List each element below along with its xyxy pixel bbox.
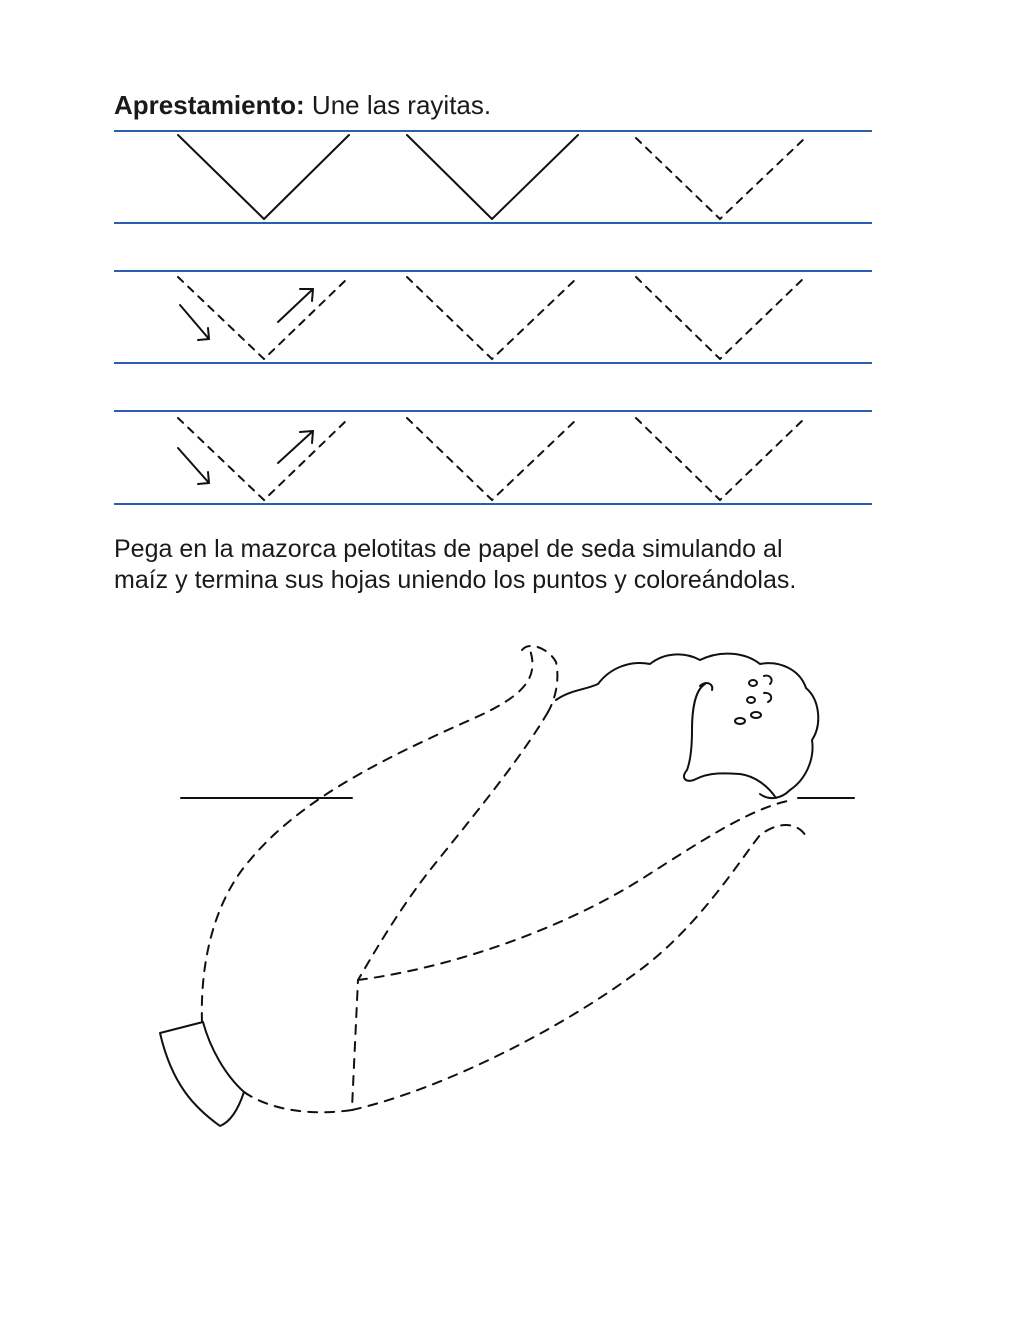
v-shape-dashed[interactable] [636,138,805,219]
v-shape-dashed[interactable] [636,277,805,359]
v-shape-dashed[interactable] [636,418,805,500]
tracing-row-3 [178,418,805,500]
title-label: Aprestamiento: [114,90,305,120]
tracing-row-1 [178,135,805,219]
husk-inner-outline[interactable] [352,712,548,1108]
nose-icon [735,718,745,724]
arrow-down-right-icon [180,305,209,340]
guide-lines [114,131,872,504]
corn-hair [556,654,818,798]
v-shape-dashed[interactable] [178,277,349,359]
title-text: Une las rayitas. [304,90,492,120]
v-shape-solid [407,135,578,219]
husk-right-outline[interactable] [352,825,808,1110]
v-shape-solid [178,135,349,219]
v-shape-dashed[interactable] [178,418,349,500]
arrow-down-right-icon [178,448,209,484]
instructions-text [114,534,934,596]
v-shape-dashed[interactable] [407,418,578,500]
nose-icon [751,712,761,718]
husk-tip[interactable] [522,646,557,712]
eye-icon [749,676,772,686]
instruction-line: maíz y termina sus hojas uniendo los puntos y coloreándolas. [114,566,797,594]
husk-bottom-outline[interactable] [244,1092,352,1112]
arrow-up-right-icon [278,431,313,463]
corn-face [684,684,776,798]
instruction-line: Pega en la mazorca pelotitas de papel de seda simulando al [114,535,783,563]
v-shape-dashed[interactable] [407,277,578,359]
tracing-row-2 [178,277,805,359]
arrow-up-right-icon [278,289,313,322]
eye-icon [747,693,771,703]
corn-cob-illustration [160,646,854,1126]
husk-middle-outline[interactable] [358,800,792,980]
corn-stem [160,1022,244,1126]
